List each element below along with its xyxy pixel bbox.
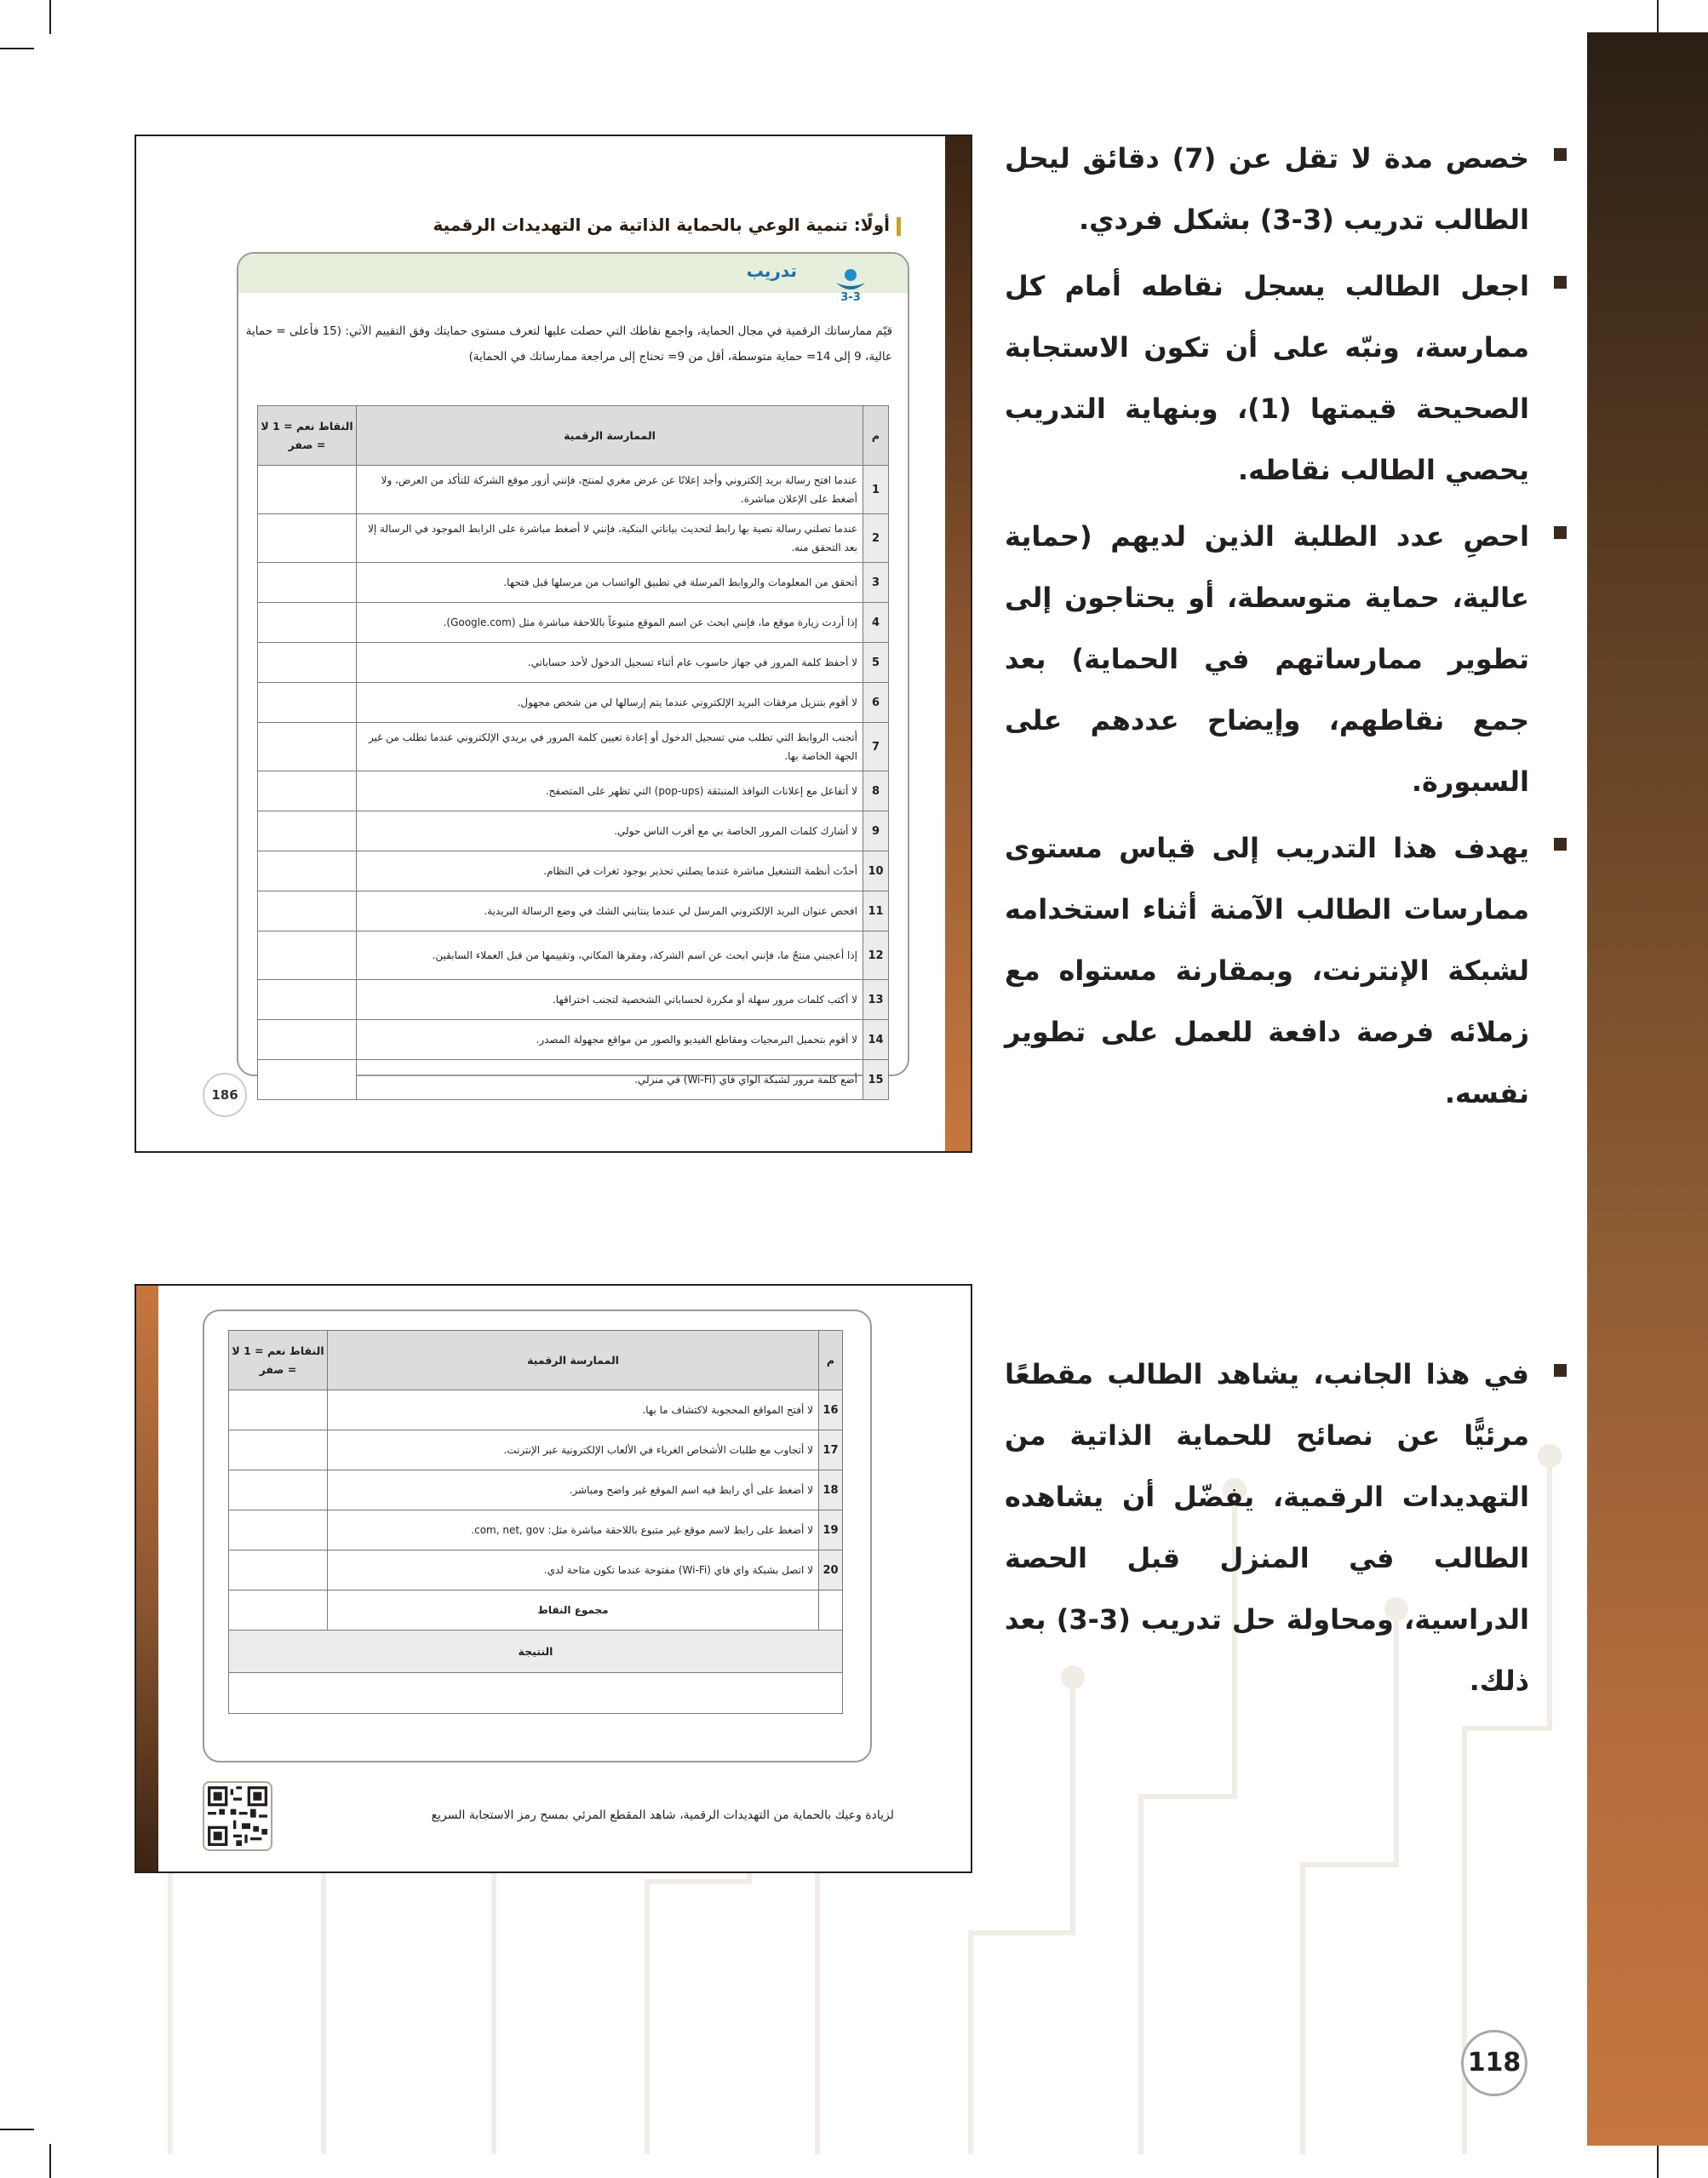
header-score: النقاط نعم = 1 لا = صفر [229, 1331, 328, 1390]
bullet-square-icon [1554, 1364, 1567, 1377]
total-label: مجموع النقاط [328, 1591, 819, 1631]
row-practice: أتجنب الروابط التي تطلب مني تسجيل الدخول أو إعادة تعيين كلمة المرور في بريدي الإلكتروني عندما تطلب من غير الجهة الخاصة بها. [357, 723, 863, 771]
result-row [229, 1631, 843, 1673]
table-header-row [258, 406, 889, 466]
note-bullet [1005, 1344, 1567, 1711]
crop-mark [1657, 2144, 1659, 2178]
table-row [229, 1430, 843, 1470]
note-text: خصص مدة لا تقل عن (7) دقائق ليحل الطالب تدريب (3-3) بشكل فردي. [1005, 142, 1530, 236]
side-decorative-band [1587, 32, 1708, 2146]
row-practice: لا أشارك كلمات المرور الخاصة بي مع أقرب الناس حولي. [357, 811, 863, 851]
score-cell[interactable] [258, 811, 357, 851]
exercise-panel-header [238, 254, 908, 293]
score-cell[interactable] [229, 1390, 328, 1430]
exercise-badge [833, 267, 868, 313]
exercise-panel-continued [203, 1310, 872, 1762]
teacher-notes-top [1005, 128, 1567, 1129]
row-number: 16 [819, 1390, 843, 1430]
row-practice: لا أتجاوب مع طلبات الأشخاص الغرباء في الألعاب الإلكترونية عبر الإنترنت. [328, 1430, 819, 1470]
score-cell[interactable] [258, 980, 357, 1020]
exercise-label: تدريب [746, 261, 797, 281]
header-score: النقاط نعم = 1 لا = صفر [258, 406, 357, 466]
table-row [258, 931, 889, 980]
score-cell[interactable] [258, 563, 357, 603]
section-title-text: أولًا: تنمية الوعي بالحماية الذاتية من التهديدات الرقمية [433, 215, 890, 235]
student-page-thumbnail-186 [135, 135, 972, 1153]
bullet-square-icon [1554, 276, 1567, 289]
row-number: 8 [863, 771, 889, 811]
row-number: 20 [819, 1550, 843, 1591]
note-bullet [1005, 128, 1567, 250]
score-cell[interactable] [258, 723, 357, 771]
score-cell[interactable] [229, 1430, 328, 1470]
score-cell[interactable] [258, 1060, 357, 1100]
practices-table [257, 405, 889, 1100]
exercise-panel [237, 252, 909, 1086]
table-row [258, 1020, 889, 1060]
total-score-cell[interactable] [229, 1591, 328, 1631]
row-number: 9 [863, 811, 889, 851]
score-cell[interactable] [258, 466, 357, 514]
header-number: م [819, 1331, 843, 1390]
row-number: 3 [863, 563, 889, 603]
row-practice: لا أكتب كلمات مرور سهلة أو مكررة لحساباتي الشخصية لتجنب اختراقها. [357, 980, 863, 1020]
table-row [258, 563, 889, 603]
row-practice: أضع كلمة مرور لشبكة الواي فاي (Wi-Fi) في منزلي. [357, 1060, 863, 1100]
table-row [229, 1390, 843, 1430]
row-practice: إذا أردت زيارة موقع ما، فإنني ابحث عن اسم الموقع متبوعاً باللاحقة مباشرة مثل (Google.com). [357, 603, 863, 643]
student-page-thumbnail-187 [135, 1284, 972, 1873]
page-number: 118 [1461, 2030, 1527, 2096]
table-row [258, 851, 889, 891]
bullet-square-icon [1554, 838, 1567, 851]
score-cell[interactable] [229, 1550, 328, 1591]
note-bullet [1005, 255, 1567, 501]
row-number: 13 [863, 980, 889, 1020]
table-row [229, 1510, 843, 1550]
score-cell[interactable] [258, 891, 357, 931]
total-row [229, 1591, 843, 1631]
note-bullet [1005, 817, 1567, 1124]
table-row [258, 514, 889, 563]
score-cell[interactable] [258, 931, 357, 980]
row-practice: لا اتصل بشبكة واي فاي (Wi-Fi) مفتوحة عندما تكون متاحة لدي. [328, 1550, 819, 1591]
result-label: النتيجة [229, 1631, 843, 1673]
row-practice: افحص عنوان البريد الإلكتروني المرسل لي عندما ينتابني الشك في وضع الرسالة البريدية. [357, 891, 863, 931]
note-text: في هذا الجانب، يشاهد الطالب مقطعًا مرئيًّا عن نصائح للحماية الذاتية من التهديدات الرقمية، يفضّل أن يشاهده الطالب في المنزل قبل الحصة الدراسية، ومحاولة حل تدريب (3-3) بعد ذلك. [1005, 1358, 1530, 1697]
row-number: 4 [863, 603, 889, 643]
exercise-number: 3-3 [840, 291, 861, 304]
note-text: يهدف هذا التدريب إلى قياس مستوى ممارسات الطالب الآمنة أثناء استخدامه لشبكة الإنترنت، وبمقارنة مستواه مع زملائه فرصة دافعة للعمل على تطوير نفسه. [1005, 832, 1529, 1109]
result-value-cell[interactable] [229, 1673, 843, 1714]
row-number: 6 [863, 683, 889, 723]
row-practice: عندما افتح رسالة بريد إلكتروني وأجد إعلانًا عن عرض مغري لمنتج، فإنني أزور موقع الشركة للتأكد من العرض، ولا أضغط على الإعلان مباشرة. [357, 466, 863, 514]
table-row [229, 1470, 843, 1510]
score-cell[interactable] [258, 683, 357, 723]
empty-cell [819, 1591, 843, 1631]
header-practice: الممارسة الرقمية [357, 406, 863, 466]
row-number: 11 [863, 891, 889, 931]
thumbnail-page-number: 186 [203, 1073, 247, 1117]
table-row [258, 771, 889, 811]
row-practice: لا أتفاعل مع إعلانات النوافذ المنبثقة (pop-ups) التي تظهر على المتصفح. [357, 771, 863, 811]
row-practice: لا أقوم بتحميل البرمجيات ومقاطع الفيديو والصور من مواقع مجهولة المصدر. [357, 1020, 863, 1060]
row-practice: أحدّث أنظمة التشغيل مباشرة عندما يصلني تحذير بوجود ثغرات في النظام. [357, 851, 863, 891]
table-row [258, 723, 889, 771]
bullet-square-icon [1554, 148, 1567, 161]
row-number: 10 [863, 851, 889, 891]
row-number: 15 [863, 1060, 889, 1100]
table-row [258, 1060, 889, 1100]
exercise-instructions: قيّم ممارساتك الرقمية في مجال الحماية، واجمع نقاطك التي حصلت عليها لتعرف مستوى حمايتك وفق التقييم الآتي: (15 فأعلى = حماية عالية، 9 إلى 14= حماية متوسطة، أقل من 9= تحتاج إلى مراجعة ممارساتك في الحماية) [245, 324, 892, 364]
qr-instruction-text: لزيادة وعيك بالحماية من التهديدات الرقمية، شاهد المقطع المرئي بمسح رمز الاستجابة السريع [431, 1808, 894, 1822]
table-row [258, 603, 889, 643]
score-cell[interactable] [229, 1470, 328, 1510]
table-row [258, 891, 889, 931]
bullet-square-icon [1554, 526, 1567, 539]
table-row [258, 683, 889, 723]
row-number: 7 [863, 723, 889, 771]
table-row [258, 643, 889, 683]
table-row [258, 811, 889, 851]
row-number: 5 [863, 643, 889, 683]
practices-table-continued [228, 1330, 843, 1714]
note-bullet [1005, 506, 1567, 812]
row-practice: عندما تصلني رسالة نصية بها رابط لتحديث بياناتي البنكية، فإنني لا أضغط مباشرة على الرابط الموجود في الرسالة إلا بعد التحقق منه. [357, 514, 863, 563]
score-cell[interactable] [258, 514, 357, 563]
table-header-row [229, 1331, 843, 1390]
crop-mark [0, 2129, 34, 2130]
row-number: 2 [863, 514, 889, 563]
score-cell[interactable] [258, 771, 357, 811]
table-row [258, 980, 889, 1020]
note-text: احصِ عدد الطلبة الذين لديهم (حماية عالية، حماية متوسطة، أو يحتاجون إلى تطوير ممارساتهم في الحماية) بعد جمع نقاطهم، وإيضاح عددهم على السبورة. [1005, 520, 1529, 798]
row-number: 17 [819, 1430, 843, 1470]
page-edge-decoration [945, 136, 971, 1151]
table-row [229, 1550, 843, 1591]
section-title [433, 215, 901, 236]
row-practice: لا أحفظ كلمة المرور في جهاز حاسوب عام أثناء تسجيل الدخول لأحد حساباتي. [357, 643, 863, 683]
row-number: 19 [819, 1510, 843, 1550]
page-edge-decoration [136, 1286, 158, 1871]
crop-mark [49, 0, 51, 34]
result-value-row [229, 1673, 843, 1714]
row-number: 1 [863, 466, 889, 514]
score-cell[interactable] [258, 643, 357, 683]
crop-mark [1657, 0, 1659, 34]
teacher-notes-bottom [1005, 1344, 1567, 1717]
row-number: 14 [863, 1020, 889, 1060]
score-cell[interactable] [258, 851, 357, 891]
row-practice: لا أضغط على أي رابط فيه اسم الموقع غير واضح ومباشر. [328, 1470, 819, 1510]
score-cell[interactable] [258, 1020, 357, 1060]
qr-code[interactable] [203, 1781, 272, 1851]
header-practice: الممارسة الرقمية [328, 1331, 819, 1390]
header-number: م [863, 406, 889, 466]
row-number: 18 [819, 1470, 843, 1510]
score-cell[interactable] [258, 603, 357, 643]
crop-mark [49, 2144, 51, 2178]
hands-icon [833, 267, 868, 293]
row-number: 12 [863, 931, 889, 980]
row-practice: لا أفتح المواقع المحجوبة لاكتشاف ما بها. [328, 1390, 819, 1430]
crop-mark [0, 48, 34, 49]
row-practice: لا أضغط على رابط لاسم موقع غير متبوع باللاحقة مباشرة مثل: com, net, gov. [328, 1510, 819, 1550]
row-practice: أتحقق من المعلومات والروابط المرسلة في تطبيق الواتساب من مرسلها قبل فتحها. [357, 563, 863, 603]
score-cell[interactable] [229, 1510, 328, 1550]
qr-code-icon [208, 1786, 267, 1846]
note-text: اجعل الطالب يسجل نقاطه أمام كل ممارسة، ونبّه على أن تكون الاستجابة الصحيحة قيمتها (1)، وبنهاية التدريب يحصي الطالب نقاطه. [1005, 270, 1530, 486]
table-row [258, 466, 889, 514]
row-practice: لا أقوم بتنزيل مرفقات البريد الإلكتروني عندما يتم إرسالها لي من شخص مجهول. [357, 683, 863, 723]
row-practice: إذا أعجبني منتجٌ ما، فإنني ابحث عن اسم الشركة، ومقرها المكاني، وتقييمها من قبل العملاء السابقين. [357, 931, 863, 980]
title-marker-icon [897, 217, 901, 236]
